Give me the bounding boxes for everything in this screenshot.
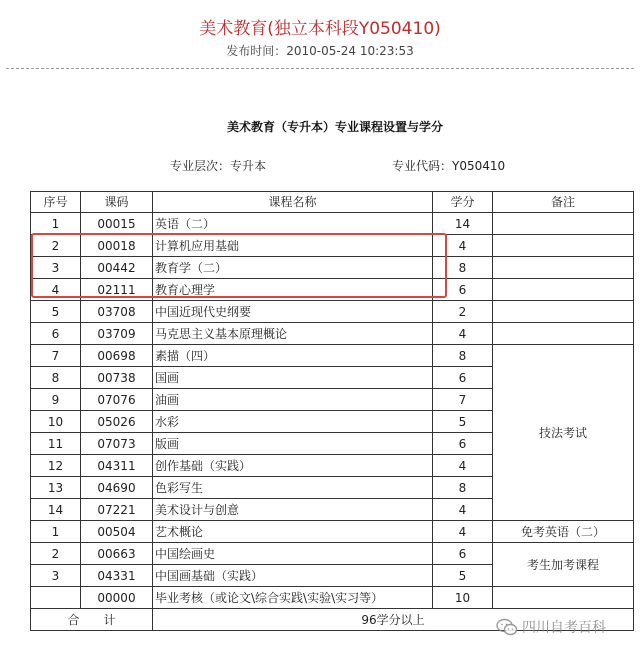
row-credit: 4	[433, 235, 493, 257]
row-credit: 6	[433, 543, 493, 565]
table-row	[31, 301, 634, 323]
row-note	[493, 235, 634, 257]
note-skill-exam: 技法考试	[493, 345, 634, 521]
row-name: 油画	[153, 389, 433, 411]
row-no: 13	[31, 477, 81, 499]
row-code: 03709	[81, 323, 153, 345]
row-no: 14	[31, 499, 81, 521]
row-note	[493, 323, 634, 345]
table-row	[31, 587, 634, 609]
row-name: 英语（二）	[153, 213, 433, 235]
row-name: 中国画基础（实践）	[153, 565, 433, 587]
row-credit: 8	[433, 257, 493, 279]
row-note	[493, 301, 634, 323]
header-no: 序号	[31, 192, 81, 213]
row-credit: 5	[433, 411, 493, 433]
row-credit: 4	[433, 521, 493, 543]
row-code: 00698	[81, 345, 153, 367]
row-name: 中国绘画史	[153, 543, 433, 565]
row-no: 2	[31, 235, 81, 257]
watermark-text: 四川自考百科	[522, 620, 606, 636]
row-no: 4	[31, 279, 81, 301]
row-no: 2	[31, 543, 81, 565]
row-no: 3	[31, 565, 81, 587]
row-credit: 8	[433, 477, 493, 499]
row-name: 素描（四）	[153, 345, 433, 367]
row-name: 中国近现代史纲要	[153, 301, 433, 323]
row-credit: 6	[433, 367, 493, 389]
publish-time: 发布时间：2010-05-24 10:23:53	[226, 44, 414, 58]
row-code: 00442	[81, 257, 153, 279]
row-no: 3	[31, 257, 81, 279]
table-header-row	[31, 192, 634, 213]
row-code: 00738	[81, 367, 153, 389]
row-code: 04311	[81, 455, 153, 477]
row-no	[31, 587, 81, 609]
row-no: 7	[31, 345, 81, 367]
document-heading: 美术教育（专升本）专业课程设置与学分	[226, 120, 443, 134]
row-note	[493, 279, 634, 301]
row-no: 8	[31, 367, 81, 389]
row-note	[493, 213, 634, 235]
row-name: 教育学（二）	[153, 257, 433, 279]
table-row	[31, 345, 634, 367]
watermark	[496, 617, 606, 637]
row-code: 07221	[81, 499, 153, 521]
header-name: 课程名称	[153, 192, 433, 213]
row-code: 03708	[81, 301, 153, 323]
table-row	[31, 521, 634, 543]
row-code: 07073	[81, 433, 153, 455]
row-name: 艺术概论	[153, 521, 433, 543]
row-credit: 7	[433, 389, 493, 411]
row-credit: 2	[433, 301, 493, 323]
row-code: 00015	[81, 213, 153, 235]
total-label: 合 计	[31, 609, 153, 631]
row-no: 11	[31, 433, 81, 455]
total-value: 96学分以上	[153, 609, 634, 631]
row-credit: 8	[433, 345, 493, 367]
row-name: 马克思主义基本原理概论	[153, 323, 433, 345]
row-name: 教育心理学	[153, 279, 433, 301]
row-name: 创作基础（实践）	[153, 455, 433, 477]
header-note: 备注	[493, 192, 634, 213]
row-no: 1	[31, 213, 81, 235]
note-extra-courses: 考生加考课程	[493, 543, 634, 587]
row-code: 00000	[81, 587, 153, 609]
row-note	[493, 257, 634, 279]
row-code: 00663	[81, 543, 153, 565]
table-row	[31, 323, 634, 345]
row-code: 00504	[81, 521, 153, 543]
row-name: 国画	[153, 367, 433, 389]
major-level: 专业层次：专升本	[170, 159, 267, 173]
row-no: 9	[31, 389, 81, 411]
highlight-box	[31, 233, 447, 298]
row-credit: 6	[433, 279, 493, 301]
wechat-icon	[496, 618, 518, 636]
row-credit: 6	[433, 433, 493, 455]
row-credit: 4	[433, 323, 493, 345]
major-code: 专业代码：Y050410	[392, 159, 506, 173]
row-no: 10	[31, 411, 81, 433]
row-credit: 14	[433, 213, 493, 235]
table-row	[31, 543, 634, 565]
row-credit: 5	[433, 565, 493, 587]
row-code: 04331	[81, 565, 153, 587]
row-name: 计算机应用基础	[153, 235, 433, 257]
row-code: 04690	[81, 477, 153, 499]
row-name: 美术设计与创意	[153, 499, 433, 521]
table-row	[31, 213, 634, 235]
note-exempt-english: 免考英语（二）	[493, 521, 634, 543]
row-credit: 4	[433, 499, 493, 521]
header-credit: 学分	[433, 192, 493, 213]
row-credit: 10	[433, 587, 493, 609]
divider	[6, 68, 634, 69]
header-code: 课码	[81, 192, 153, 213]
row-name: 水彩	[153, 411, 433, 433]
row-credit: 4	[433, 455, 493, 477]
row-no: 5	[31, 301, 81, 323]
row-note	[493, 587, 634, 609]
row-no: 1	[31, 521, 81, 543]
row-name: 色彩写生	[153, 477, 433, 499]
row-no: 12	[31, 455, 81, 477]
row-code: 02111	[81, 279, 153, 301]
row-name: 毕业考核（或论文\综合实践\实验\实习等）	[153, 587, 433, 609]
row-no: 6	[31, 323, 81, 345]
row-name: 版画	[153, 433, 433, 455]
row-code: 00018	[81, 235, 153, 257]
page-title: 美术教育(独立本科段Y050410)	[199, 19, 441, 39]
row-code: 07076	[81, 389, 153, 411]
row-code: 05026	[81, 411, 153, 433]
